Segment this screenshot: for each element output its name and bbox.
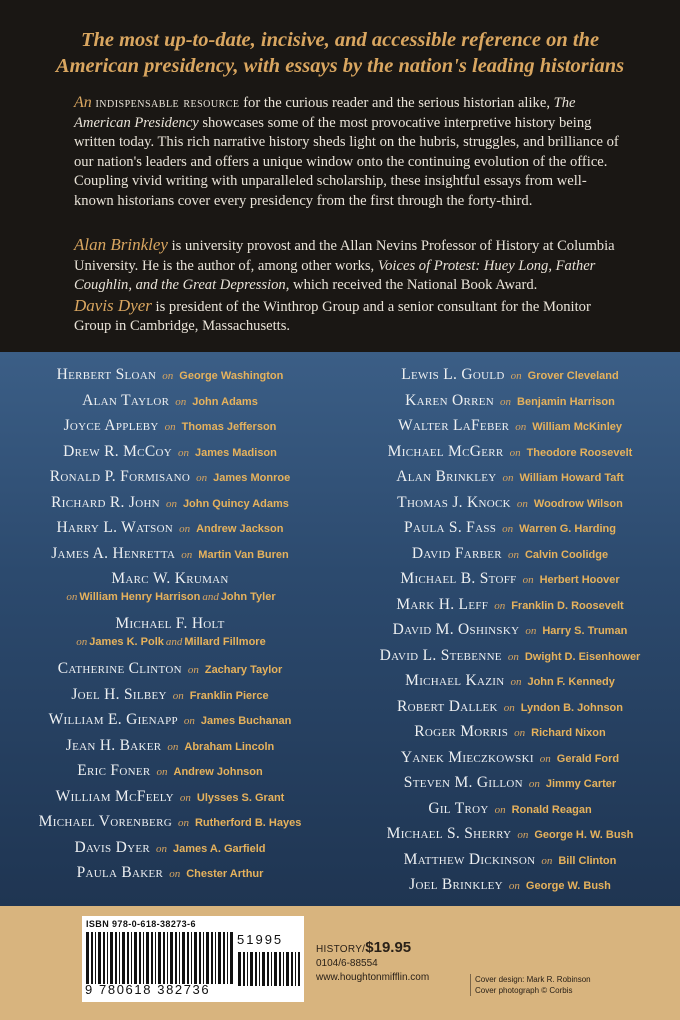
historian-name: David Farber bbox=[411, 544, 502, 562]
president-name: James Buchanan bbox=[200, 715, 292, 727]
historian-name: Roger Morris bbox=[414, 723, 509, 740]
president-name: Ronald Reagan bbox=[511, 803, 592, 816]
contributor-entry bbox=[340, 672, 680, 698]
barcode-block bbox=[82, 916, 304, 1002]
historian-name: Marc W. Kruman bbox=[111, 570, 229, 587]
president-name: Jimmy Carter bbox=[545, 778, 617, 790]
president-name: Martin Van Buren bbox=[198, 548, 289, 561]
barcode-bar bbox=[163, 932, 165, 984]
president-name: George W. Bush bbox=[525, 880, 611, 892]
barcode-bar bbox=[199, 932, 201, 984]
barcode-bar bbox=[203, 932, 204, 984]
contributor-entry bbox=[0, 660, 340, 686]
contributor-entry bbox=[340, 825, 680, 851]
historian-name: Michael McGerr bbox=[387, 442, 504, 460]
historian-name: William E. Gienapp bbox=[48, 711, 178, 728]
on-word: on bbox=[162, 370, 174, 382]
president-line bbox=[0, 588, 340, 606]
barcode-bar bbox=[86, 932, 89, 984]
barcode-bar bbox=[175, 932, 177, 984]
president-name: Harry S. Truman bbox=[542, 625, 628, 637]
on-word: on bbox=[167, 740, 179, 753]
on-word: on bbox=[510, 676, 522, 688]
on-word: on bbox=[507, 650, 519, 663]
contributor-entry bbox=[340, 596, 680, 622]
historian-name: Robert Dallek bbox=[397, 697, 498, 715]
editor-name-1: Alan Brinkley bbox=[74, 235, 168, 254]
barcode-bar bbox=[283, 952, 284, 986]
historian-name: Alan Taylor bbox=[82, 391, 170, 409]
contributor-entry bbox=[340, 774, 680, 800]
contributor-entry bbox=[0, 615, 340, 660]
barcode-bar bbox=[271, 952, 272, 986]
on-word: on bbox=[165, 497, 177, 510]
on-word: on bbox=[66, 591, 78, 603]
contributor-entry bbox=[0, 468, 340, 494]
president-name: Chester Arthur bbox=[186, 868, 264, 880]
president-name: John Adams bbox=[192, 395, 258, 408]
president-name: Thomas Jefferson bbox=[181, 421, 277, 433]
on-word: on bbox=[169, 868, 181, 880]
on-word: on bbox=[196, 472, 208, 484]
product-code: 0104/6-88554 bbox=[316, 958, 378, 969]
on-word: on bbox=[500, 395, 512, 408]
editor-name-2: Davis Dyer bbox=[74, 295, 152, 315]
barcode-bar bbox=[267, 952, 269, 986]
on-word: on bbox=[515, 421, 527, 433]
historian-name: Ronald P. Formisano bbox=[49, 468, 191, 485]
barcode-bar bbox=[255, 952, 257, 986]
contributor-entry bbox=[0, 417, 340, 443]
contributor-entry bbox=[340, 876, 680, 902]
on-word: on bbox=[528, 778, 540, 790]
intro-text-2: showcases some of the most provocative interpretive history being written today. This rich narrative history sheds light on the hubris, struggles, and brilliance of our nation's leaders and offers a unique window onto the continuing evolution of the office. Coupling vivid writing with unparalleled scholarship, these insightful essays from well-known historians cover every presidency from the first through the forty-third. bbox=[74, 114, 619, 209]
barcode-bar bbox=[155, 932, 156, 984]
on-word: on bbox=[179, 791, 191, 804]
contributor-entry bbox=[0, 570, 340, 615]
barcode-bar bbox=[223, 932, 225, 984]
president-name: Benjamin Harrison bbox=[517, 395, 615, 408]
on-word: on bbox=[494, 803, 506, 816]
historian-name: Gil Troy bbox=[428, 799, 489, 817]
barcode-bar bbox=[295, 952, 296, 986]
barcode-bar bbox=[179, 932, 180, 984]
on-word: on bbox=[183, 715, 195, 727]
on-word: on bbox=[502, 472, 514, 484]
barcode-ean bbox=[86, 932, 234, 984]
on-word: on bbox=[172, 689, 184, 702]
barcode-bar bbox=[243, 952, 245, 986]
tagline bbox=[40, 27, 640, 79]
on-word: on bbox=[525, 625, 537, 637]
top-panel bbox=[0, 0, 680, 352]
historian-name: Eric Foner bbox=[77, 762, 151, 779]
historian-name: Michael Vorenberg bbox=[38, 813, 172, 830]
contributor-entry bbox=[0, 813, 340, 839]
president-name: James A. Garfield bbox=[172, 842, 266, 855]
historian-name: Joyce Appleby bbox=[63, 417, 159, 434]
on-word: on bbox=[507, 548, 519, 561]
historian-name: Steven M. Gillon bbox=[403, 774, 523, 791]
president-name: William Henry Harrison bbox=[79, 591, 201, 603]
contributor-entry bbox=[340, 519, 680, 545]
barcode-bar bbox=[127, 932, 129, 984]
on-word: on bbox=[510, 370, 522, 382]
contributor-entry bbox=[340, 468, 680, 494]
president-name: Zachary Taylor bbox=[204, 664, 283, 676]
publisher-url[interactable]: www.houghtonmifflin.com bbox=[316, 972, 430, 983]
historian-name: Paula S. Fass bbox=[404, 519, 497, 536]
barcode-bar bbox=[158, 932, 161, 984]
category-label: HISTORY/ bbox=[316, 944, 366, 955]
president-line bbox=[0, 633, 340, 651]
barcode-bar bbox=[167, 932, 168, 984]
president-name: Herbert Hoover bbox=[539, 574, 620, 586]
barcode-bar bbox=[206, 932, 209, 984]
president-name: John Quincy Adams bbox=[182, 497, 289, 510]
on-word: on bbox=[187, 664, 199, 676]
editors-bio bbox=[74, 235, 619, 337]
barcode-bar bbox=[131, 932, 132, 984]
president-name: Gerald Ford bbox=[556, 752, 620, 765]
contributor-entry bbox=[340, 494, 680, 520]
barcode-bar bbox=[286, 952, 289, 986]
barcode-bar bbox=[291, 952, 293, 986]
president-name: Warren G. Harding bbox=[519, 523, 616, 535]
historian-name: Alan Brinkley bbox=[396, 468, 497, 485]
historian-name: Harry L. Watson bbox=[56, 519, 174, 536]
contributors-panel bbox=[0, 352, 680, 906]
contributor-entry bbox=[340, 749, 680, 775]
contributor-entry bbox=[0, 443, 340, 469]
historian-name: Yanek Mieczkowski bbox=[400, 748, 534, 766]
president-name: John F. Kennedy bbox=[527, 676, 615, 688]
contributor-entry bbox=[0, 762, 340, 788]
contributor-entry bbox=[0, 494, 340, 520]
barcode-bar bbox=[139, 932, 141, 984]
barcode-bar bbox=[146, 932, 149, 984]
barcode-addon bbox=[238, 952, 300, 986]
president-name: William Howard Taft bbox=[519, 472, 624, 484]
on-word: on bbox=[517, 829, 529, 841]
barcode-bar bbox=[95, 932, 96, 984]
president-name: Woodrow Wilson bbox=[533, 497, 623, 510]
contributor-entry bbox=[0, 839, 340, 865]
isbn-label: ISBN 978-0-618-38273-6 bbox=[86, 919, 196, 929]
historian-name: Paula Baker bbox=[76, 864, 164, 881]
president-name: John Tyler bbox=[220, 591, 276, 603]
president-name: James Monroe bbox=[213, 472, 291, 484]
contributor-entry bbox=[0, 366, 340, 392]
president-name: Richard Nixon bbox=[531, 727, 606, 739]
historian-name: David L. Stebenne bbox=[379, 646, 502, 664]
tagline-line-2: American presidency, with essays by the nation's leading historians bbox=[55, 55, 625, 77]
barcode-bar bbox=[298, 952, 300, 986]
historian-name: Richard R. John bbox=[51, 493, 160, 511]
barcode-bar bbox=[119, 932, 120, 984]
on-word: on bbox=[177, 817, 189, 829]
on-word: on bbox=[502, 523, 514, 535]
president-name: Andrew Jackson bbox=[196, 523, 284, 535]
contributor-entry bbox=[340, 621, 680, 647]
president-name: Theodore Roosevelt bbox=[526, 446, 633, 459]
contributor-entry bbox=[0, 392, 340, 418]
president-name: Andrew Johnson bbox=[173, 766, 263, 778]
president-name: Ulysses S. Grant bbox=[196, 791, 285, 804]
barcode-bar bbox=[134, 932, 137, 984]
barcode-bar bbox=[250, 952, 253, 986]
historian-name: Karen Orren bbox=[405, 391, 495, 409]
barcode-bar bbox=[110, 932, 113, 984]
barcode-bar bbox=[143, 932, 144, 984]
contributor-entry bbox=[340, 647, 680, 673]
intro-smallcaps: indispensable resource bbox=[95, 95, 240, 111]
contributor-entry bbox=[0, 686, 340, 712]
barcode-bar bbox=[227, 932, 228, 984]
historian-name: Joel H. Silbey bbox=[71, 685, 167, 703]
president-name: James Madison bbox=[194, 446, 277, 459]
contributor-entry bbox=[0, 711, 340, 737]
historian-name: James A. Henretta bbox=[51, 544, 176, 562]
on-word: on bbox=[76, 636, 88, 648]
president-name: Dwight D. Eisenhower bbox=[524, 650, 641, 663]
on-word: on bbox=[179, 523, 191, 535]
price-block bbox=[316, 941, 429, 985]
intro-lead: An bbox=[74, 94, 92, 111]
on-word: on bbox=[514, 727, 526, 739]
on-word: on bbox=[508, 880, 520, 892]
historian-name: William McFeely bbox=[55, 787, 174, 805]
historian-name: Matthew Dickinson bbox=[403, 850, 536, 868]
contributors-left-column bbox=[0, 366, 340, 890]
president-name: James K. Polk bbox=[89, 636, 164, 648]
president-name: Millard Fillmore bbox=[184, 636, 266, 648]
contributor-entry bbox=[340, 851, 680, 877]
barcode-bar bbox=[279, 952, 281, 986]
contributor-entry bbox=[0, 519, 340, 545]
president-name: William McKinley bbox=[532, 421, 623, 433]
editor-bio-1a: is university provost and the Allan Nevins Professor of History at Columbia University. He is the author of, among other works, bbox=[74, 238, 615, 274]
bottom-panel bbox=[0, 906, 680, 1020]
contributor-entry bbox=[340, 800, 680, 826]
barcode-bar bbox=[170, 932, 173, 984]
on-word: on bbox=[164, 421, 176, 433]
barcode-bar bbox=[218, 932, 221, 984]
president-name: Lyndon B. Johnson bbox=[520, 701, 623, 714]
president-name: George Washington bbox=[179, 370, 284, 382]
on-word: on bbox=[177, 446, 189, 459]
barcode-bar bbox=[122, 932, 125, 984]
on-word: on bbox=[516, 497, 528, 510]
historian-name: Herbert Sloan bbox=[56, 366, 157, 383]
and-word: and bbox=[165, 636, 183, 648]
barcode-bar bbox=[238, 952, 241, 986]
contributor-entry bbox=[340, 723, 680, 749]
barcode-bar bbox=[182, 932, 185, 984]
historian-name: Davis Dyer bbox=[74, 838, 150, 856]
on-word: on bbox=[509, 446, 521, 459]
contributor-entry bbox=[340, 417, 680, 443]
historian-name: Thomas J. Knock bbox=[397, 493, 511, 511]
president-name: Calvin Coolidge bbox=[524, 548, 609, 561]
editor-book: Voices of Protest: Huey Long, Father Coughlin, and the Great Depression, bbox=[74, 257, 596, 293]
contributor-entry bbox=[0, 545, 340, 571]
barcode-bar bbox=[191, 932, 192, 984]
historian-name: Drew R. McCoy bbox=[63, 442, 172, 460]
editor-bio-2: is president of the Winthrop Group and a senior consultant for the Monitor Group in Cambridge, Massachusetts. bbox=[74, 298, 591, 334]
barcode-bar bbox=[230, 932, 233, 984]
historian-name: Michael Kazin bbox=[405, 672, 505, 689]
on-word: on bbox=[175, 395, 187, 408]
contributors-right-column bbox=[340, 366, 680, 902]
cover-photo-credit: Cover photograph © Corbis bbox=[475, 986, 573, 995]
cover-design-credit: Cover design: Mark R. Robinson bbox=[475, 975, 591, 984]
barcode-bar bbox=[262, 952, 265, 986]
barcode-bar bbox=[259, 952, 260, 986]
historian-name: Mark H. Leff bbox=[396, 595, 489, 613]
contributor-entry bbox=[340, 443, 680, 469]
on-word: on bbox=[156, 766, 168, 778]
tagline-line-1: The most up-to-date, incisive, and accessible reference on the bbox=[80, 29, 600, 51]
barcode-bar bbox=[211, 932, 213, 984]
barcode-digits: 9 780618 382736 bbox=[85, 982, 211, 997]
barcode-bar bbox=[107, 932, 108, 984]
president-name: Rutherford B. Hayes bbox=[194, 817, 302, 829]
on-word: on bbox=[541, 854, 553, 867]
price-code: 51995 bbox=[237, 932, 284, 947]
contributor-entry bbox=[340, 366, 680, 392]
president-name: Franklin Pierce bbox=[189, 689, 269, 702]
president-name: Bill Clinton bbox=[558, 854, 617, 867]
historian-name: Catherine Clinton bbox=[57, 660, 182, 677]
contributor-entry bbox=[0, 788, 340, 814]
contributor-entry bbox=[340, 392, 680, 418]
barcode-bar bbox=[91, 932, 93, 984]
historian-name: Michael S. Sherry bbox=[386, 825, 512, 842]
contributor-entry bbox=[340, 698, 680, 724]
editor-bio-1b: which received the National Book Award. bbox=[289, 277, 538, 293]
on-word: on bbox=[503, 701, 515, 714]
price-amount: $19.95 bbox=[365, 939, 412, 956]
barcode-bar bbox=[151, 932, 153, 984]
contributor-entry bbox=[340, 545, 680, 571]
barcode-bar bbox=[194, 932, 197, 984]
barcode-bar bbox=[103, 932, 105, 984]
intro-paragraph bbox=[74, 93, 619, 211]
historian-name: Michael B. Stoff bbox=[400, 570, 517, 587]
barcode-bar bbox=[115, 932, 117, 984]
contributor-entry bbox=[0, 737, 340, 763]
president-name: Grover Cleveland bbox=[527, 370, 619, 382]
on-word: on bbox=[181, 548, 193, 561]
on-word: on bbox=[522, 574, 534, 586]
barcode-bar bbox=[215, 932, 216, 984]
barcode-bar bbox=[247, 952, 248, 986]
president-name: George H. W. Bush bbox=[534, 829, 634, 841]
on-word: on bbox=[155, 842, 167, 855]
historian-name: Lewis L. Gould bbox=[401, 366, 505, 383]
historian-name: Walter LaFeber bbox=[397, 417, 510, 434]
historian-name: Jean H. Baker bbox=[65, 736, 162, 754]
contributor-entry bbox=[340, 570, 680, 596]
president-name: Abraham Lincoln bbox=[184, 740, 275, 753]
intro-book-title: The American Presidency bbox=[74, 95, 576, 131]
on-word: on bbox=[494, 599, 506, 612]
barcode-bar bbox=[98, 932, 101, 984]
on-word: on bbox=[539, 752, 551, 765]
intro-text-1: for the curious reader and the serious historian alike, bbox=[239, 95, 554, 111]
historian-name: David M. Oshinsky bbox=[392, 621, 520, 638]
president-name: Franklin D. Roosevelt bbox=[511, 599, 624, 612]
cover-credits bbox=[470, 974, 591, 996]
historian-name: Joel Brinkley bbox=[409, 876, 503, 893]
historian-name: Michael F. Holt bbox=[115, 615, 225, 632]
and-word: and bbox=[202, 591, 219, 603]
barcode-bar bbox=[187, 932, 189, 984]
contributor-entry bbox=[0, 864, 340, 890]
barcode-bar bbox=[274, 952, 277, 986]
